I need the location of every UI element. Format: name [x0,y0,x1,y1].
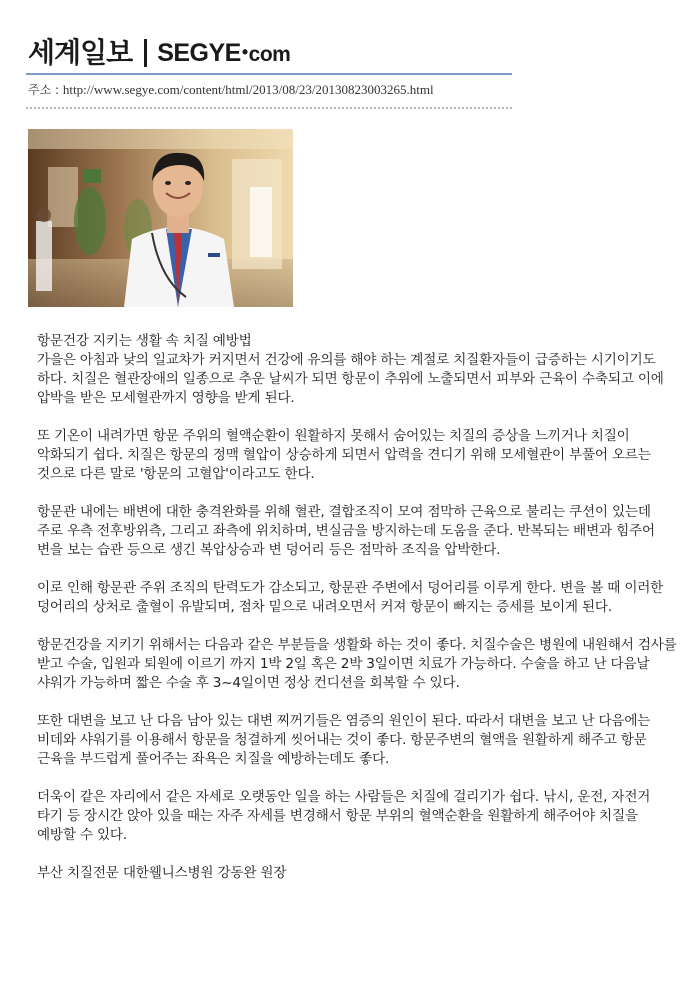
doctor-photo [28,129,293,307]
header-divider [26,73,512,75]
source-label: 주소 : [28,83,63,97]
logo-brand [157,35,290,72]
article-paragraph: 또 기온이 내려가면 항문 주위의 혈액순환이 원활하지 못해서 숨어있는 치질의 증상을 느끼거나 치질이 악화되기 쉽다. 치질은 항문의 정맥 혈압이 상승하게 되면서 압력을 견디기 위해 모세혈관이 부풀어 오르는 것으로 다른 말로 '항문의 고혈압'이라고도 한다. [37,428,651,482]
article-paragraph: 가을은 아침과 낮의 일교차가 커지면서 건강에 유의를 해야 하는 계절로 치질환자들이 급증하는 시기이기도 하다. 치질은 혈관장애의 일종으로 추운 날씨가 되면 항문이 추위에 노출되면서 피부와 근육이 수축되고 이에 압박을 받은 모세혈관까지 영향을 받게 된다. [37,352,664,406]
article-headline: 항문건강 지키는 생활 속 치질 예방법 [37,333,252,349]
article-byline: 부산 치질전문 대한웰니스병원 강동완 원장 [37,865,287,881]
logo-brand-name: SEGYE [157,38,241,67]
dotted-divider [26,107,512,109]
article-paragraph: 항문관 내에는 배변에 대한 충격완화를 위해 혈관, 결합조직이 모여 점막하 근육으로 불리는 쿠션이 있는데 주로 우측 전후방위측, 그리고 좌측에 위치하며, 변실금을 방지하는데 도움을 준다. 반복되는 배변과 힘주어 변을 보는 습관 등으로 생긴 복압상승과 변 덩어리 등은 점막하 조직을 압박한다. [37,504,655,558]
logo-korean: 세계일보 [28,36,133,69]
logo-divider [144,39,147,67]
article-paragraph: 이로 인해 항문관 주위 조직의 탄력도가 감소되고, 항문관 주변에서 덩어리를 이루게 한다. 변을 볼 때 이러한 덩어리의 상처로 출혈이 유발되며, 점차 밑으로 내려오면서 커져 항문이 빠지는 증세를 보이게 된다. [37,580,664,615]
masthead-logo[interactable] [28,36,290,70]
logo-suffix: com [248,42,291,66]
source-url[interactable]: http://www.segye.com/content/html/2013/08/23/20130823003265.html [62,82,434,97]
article-paragraph: 항문건강을 지키기 위해서는 다음과 같은 부분들을 생활화 하는 것이 좋다. 치질수술은 병원에 내원해서 검사를 받고 수술, 입원과 퇴원에 이르기 까지 1박 2일 혹은 2박 3일이면 치료가 가능하다. 수술을 하고 난 다음날 샤워가 가능하며 짧은 수술 후 3~4일이면 정상 컨디션을 회복할 수 있다. [37,637,677,691]
article-paragraph: 더욱이 같은 자리에서 같은 자세로 오랫동안 일을 하는 사람들은 치질에 걸리기가 쉽다. 낚시, 운전, 자전거 타기 등 장시간 앉아 있을 때는 자주 자세를 변경해서 항문 부위의 혈액순환을 원활하게 해주어야 치질을 예방할 수 있다. [37,789,651,843]
logo-dot: • [241,41,248,62]
source-address [28,81,434,98]
article-paragraph: 또한 대변을 보고 난 다음 남아 있는 대변 찌꺼기들은 염증의 원인이 된다. 따라서 대변을 보고 난 다음에는 비데와 샤워기를 이용해서 항문을 청결하게 씻어내는 것이 좋다. 항문주변의 혈액을 원활하게 해주고 항문 근육을 부드럽게 풀어주는 좌욕은 치질을 예방하는데도 좋다. [37,713,651,767]
article-body [37,332,679,902]
